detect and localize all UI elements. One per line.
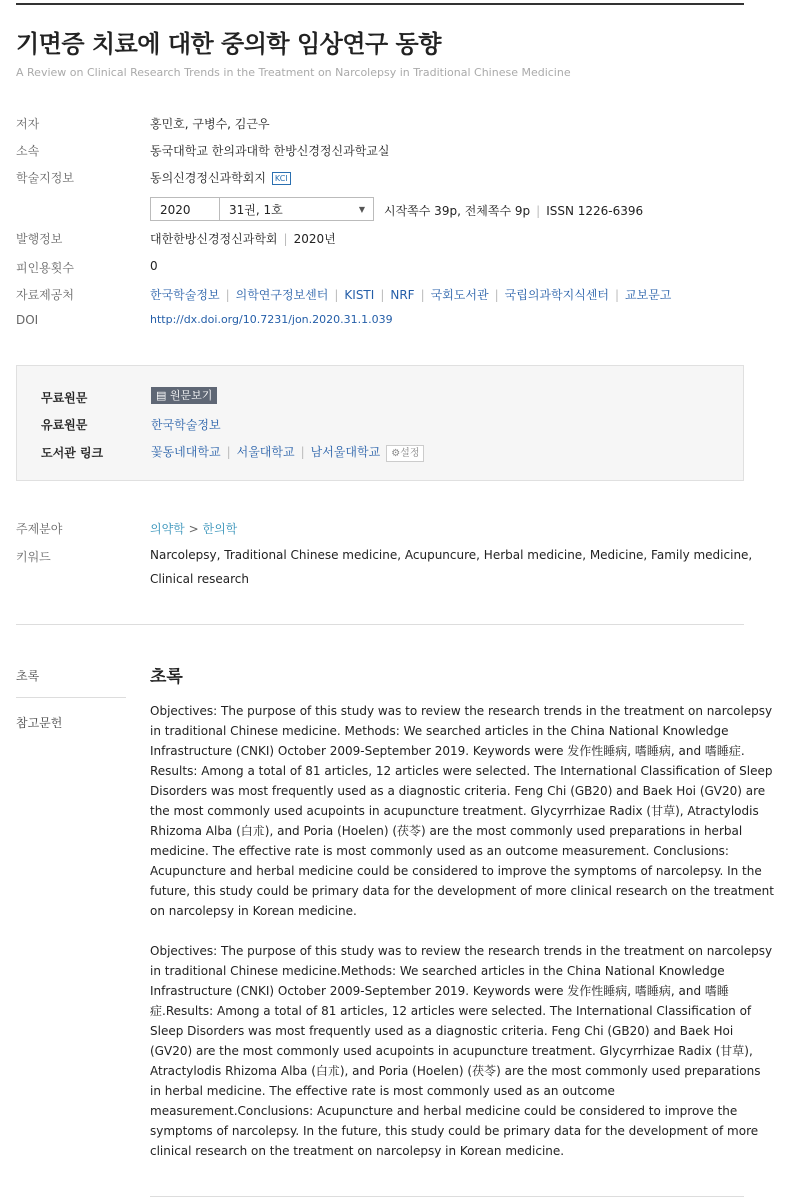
view-fulltext-button[interactable] (151, 387, 217, 404)
abstract-line: Acupuncture and herbal medicine could be considered to improve the symptoms of narcolepsy. In the (150, 864, 762, 878)
abstract-line: Objectives: The purpose of this study was to review the research trends in the treatment on narcolepsy (150, 704, 773, 718)
journal-label: 학술지정보 (16, 171, 74, 185)
abstract-line: on narcolepsy in Korean medicine. (150, 904, 357, 918)
journal-name: 동의신경정신과학회지 (150, 171, 266, 185)
authors-value: 홍민호, 구병수, 김근우 (150, 117, 270, 131)
paid-provider-link[interactable]: 한국학술정보 (151, 418, 221, 432)
provider-link[interactable]: 한국학술정보 (150, 288, 220, 302)
abstract-line: in traditional Chinese medicine. Methods: We searched articles in the China National Knowledge (150, 724, 729, 738)
page-subtitle: A Review on Clinical Research Trends in the Treatment on Narcolepsy in Traditional Chinese Medicine (16, 66, 571, 79)
doi-label: DOI (16, 313, 39, 327)
provider-link[interactable]: 국립의과학지식센터 (504, 288, 609, 302)
affiliation-label: 소속 (16, 144, 40, 158)
settings-label: 설정 (400, 448, 420, 459)
library-link[interactable]: 남서울대학교 (310, 445, 381, 459)
abstract-line: clinical research on the treatment on narcolepsy in Korean medicine. (150, 1144, 565, 1158)
breadcrumb-separator: > (188, 522, 199, 536)
abstract-line: Sleep Disorders was most frequently used as a diagnostic criteria. Feng Chi (GB20) and Baek Hoi (150, 1024, 734, 1038)
subject-link[interactable]: 한의학 (202, 522, 238, 536)
provider-link[interactable]: 교보문고 (625, 288, 672, 302)
abstract-line: symptoms of narcolepsy. In the future, this study could be primary data for the development of more (150, 1124, 759, 1138)
view-fulltext-label: 원문보기 (169, 389, 213, 402)
abstract-line: in herbal medicine. The effective rate is most commonly used as an outcome (150, 1084, 615, 1098)
free-fulltext-row (151, 387, 217, 404)
abstract-line: in traditional Chinese medicine.Methods: We searched articles in the China National Knowledge (150, 964, 725, 978)
side-nav-references[interactable]: 참고문헌 (16, 716, 63, 730)
providers-list: 한국학술정보 | 의학연구정보센터 | KISTI | NRF | 국회도서관 | 국립의과학지식센터 | 교보문고 (150, 288, 672, 302)
provider-link[interactable]: 국회도서관 (430, 288, 489, 302)
top-divider (16, 3, 744, 5)
abstract-line: Atractylodis Rhizoma Alba (白朮), and Poria (Hoelen) (茯苓) are the most commonly used preparations (150, 1064, 761, 1078)
providers-label: 자료제공처 (16, 288, 74, 302)
settings-button[interactable] (386, 445, 424, 462)
section-divider (16, 624, 744, 625)
abstract-line: Objectives: The purpose of this study was to review the research trends in the treatment on narcolepsy (150, 944, 773, 958)
side-nav-abstract[interactable]: 초록 (16, 669, 40, 683)
abstract-line: medicine. The effective rate is most commonly used as an outcome measurement. Conclusions: (150, 844, 729, 858)
library-link[interactable]: 서울대학교 (236, 445, 295, 459)
subject-link[interactable]: 의약학 (150, 522, 185, 536)
abstract-line: Disorders was most frequently used as a diagnostic criteria. Feng Chi (GB20) and Baek Hoi (GV20) are (150, 784, 766, 798)
issn-value: ISSN 1226-6396 (546, 204, 644, 218)
abstract-line: Infrastructure (CNKI) October 2009-September 2019. Keywords were 发作性睡病, 嗜睡病, and 嗜睡 (150, 984, 729, 998)
year-select[interactable] (150, 197, 220, 221)
subject-path (150, 520, 237, 537)
journal-value (150, 169, 291, 186)
abstract-line: Infrastructure (CNKI) October 2009-September 2019. Keywords were 发作性睡病, 嗜睡病, and 嗜睡症. (150, 744, 745, 758)
abstract-line: 症.Results: Among a total of 81 articles, 12 articles were selected. The International Classification of (150, 1004, 752, 1018)
page-title: 기면증 치료에 대한 중의학 임상연구 동향 (16, 30, 441, 58)
abstract-paragraph-1 (150, 701, 774, 921)
affiliation-value: 동국대학교 한의과대학 한방신경정신과학교실 (150, 144, 390, 158)
publisher-value: 대한한방신경정신과학회 (150, 232, 278, 246)
abstract-line: the most commonly used acupoints in acupuncture treatment. Glycyrrhizae Radix (甘草), Atractylodis (150, 804, 759, 818)
year-select-value: 2020 (160, 203, 191, 217)
doi-link[interactable]: http://dx.doi.org/10.7231/jon.2020.31.1.039 (150, 313, 393, 326)
chevron-down-icon: ▼ (358, 205, 365, 214)
access-box (16, 365, 744, 481)
paid-fulltext-label: 유료원문 (41, 418, 88, 432)
abstract-line: (GV20) are the most commonly used acupoints in acupuncture treatment. Glycyrrhizae Radix (甘草), (150, 1044, 753, 1058)
publisher-row (150, 230, 336, 247)
citations-value: 0 (150, 259, 158, 273)
author-label: 저자 (16, 117, 40, 131)
provider-link[interactable]: KISTI (344, 288, 375, 302)
issue-select[interactable] (219, 197, 374, 221)
side-nav-divider (16, 697, 126, 698)
separator: | (283, 232, 288, 246)
subject-label: 주제분야 (16, 522, 63, 536)
library-link-label: 도서관 링크 (41, 446, 104, 460)
library-link[interactable]: 꽃동네대학교 (151, 445, 221, 459)
provider-link[interactable]: 의학연구정보센터 (235, 288, 329, 302)
abstract-heading: 초록 (150, 667, 183, 687)
pages-value: 시작쪽수 39p, 전체쪽수 9p (384, 204, 531, 218)
free-fulltext-label: 무료원문 (41, 391, 88, 405)
abstract-line: Rhizoma Alba (白朮), and Poria (Hoelen) (茯苓) are the most commonly used preparations in herbal (150, 824, 743, 838)
separator: | (536, 204, 541, 218)
keywords-label: 키워드 (16, 550, 51, 564)
pages-issn (384, 202, 643, 219)
publisher-label: 발행정보 (16, 232, 63, 246)
abstract-line: measurement.Conclusions: Acupuncture and herbal medicine could be considered to improve the (150, 1104, 738, 1118)
abstract-paragraph-2 (150, 941, 773, 1161)
keywords-line-2: Clinical research (150, 572, 249, 586)
gear-icon: ⚙ (391, 448, 401, 459)
kci-badge: KCI (272, 172, 291, 185)
keywords-line-1: Narcolepsy, Traditional Chinese medicine, Acupuncure, Herbal medicine, Medicine, Family medicine, (150, 548, 753, 562)
abstract-line: future, this study could be primary data for the development of more clinical research on the treatment (150, 884, 774, 898)
pub-year-value: 2020년 (293, 232, 336, 246)
issue-select-value: 31권, 1호 (229, 203, 283, 217)
document-icon: ▤ (156, 389, 167, 402)
provider-link[interactable]: NRF (390, 288, 415, 302)
bottom-divider (150, 1196, 744, 1197)
library-links: 꽃동네대학교 | 서울대학교 | 남서울대학교 ⚙설정 (151, 443, 424, 462)
citations-label: 피인용횟수 (16, 261, 74, 275)
abstract-line: Results: Among a total of 81 articles, 12 articles were selected. The International Classification of Sleep (150, 764, 773, 778)
